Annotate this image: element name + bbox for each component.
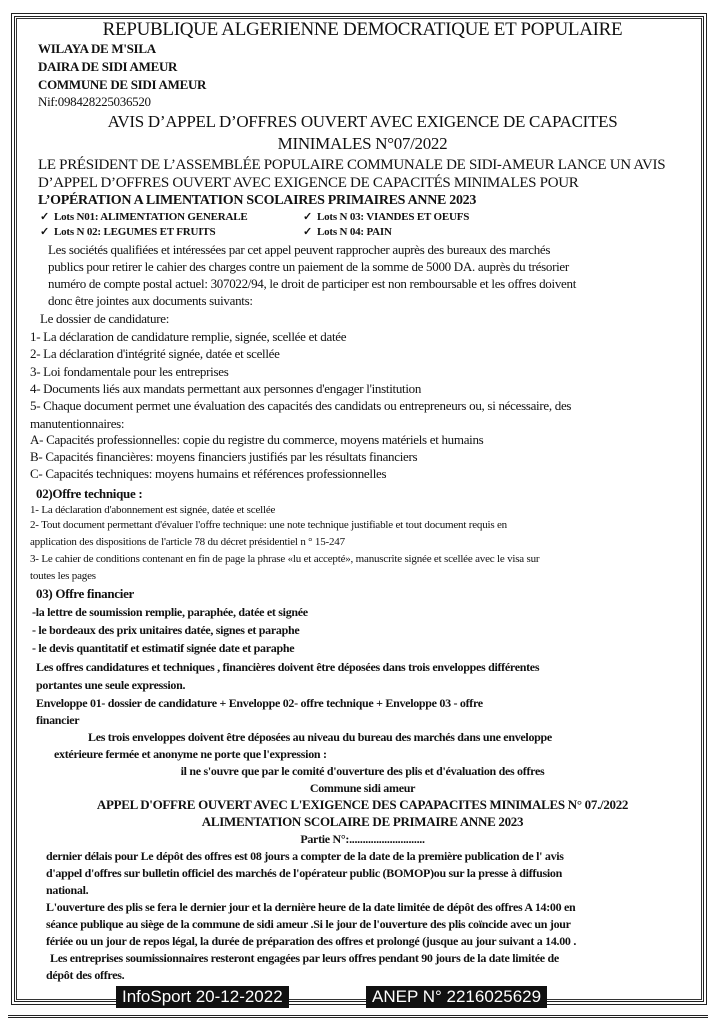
dossier-item: 5- Chaque document permet une évaluation des capacités des candidats ou entrepreneurs ou, si nécessaire, des <box>30 398 572 413</box>
paragraph-line: publics pour retirer le cahier des charges contre un paiement de la somme de 5000 DA. auprès du trésorier <box>48 259 569 274</box>
check-icon: ✓ <box>303 226 313 238</box>
envelopes-line: Les trois enveloppes doivent être déposées au niveau du bureau des marchés dans une enveloppe <box>88 730 552 744</box>
offre-technique-item: 3- Le cahier de conditions contenant en fin de page la phrase «lu et accepté», manuscrite signée et scellée avec le visa sur <box>30 553 540 565</box>
wilaya: WILAYA DE M'SILA <box>38 41 156 56</box>
lot-item <box>303 210 469 224</box>
offre-technique-item: 1- La déclaration d'abonnement est signée, datée et scellée <box>30 504 276 516</box>
publication-badge: InfoSport 20-12-2022 <box>116 986 289 1008</box>
dossier-item: 2- La déclaration d'intégrité signée, datée et scellée <box>30 346 280 361</box>
lot-item <box>40 210 248 224</box>
envelopes-line: Enveloppe 01- dossier de candidature + Enveloppe 02- offre technique + Enveloppe 03 - offre <box>36 696 483 710</box>
notice-title-line2: MINIMALES N°07/2022 <box>277 134 448 153</box>
intro-line: LE PRÉSIDENT DE L’ASSEMBLÉE POPULAIRE COMMUNALE DE SIDI-AMEUR LANCE UN AVIS <box>38 157 666 173</box>
closing-line: dernier délais pour Le dépôt des offres est 08 jours a compter de la date de la première publication de l' avis <box>46 849 564 863</box>
check-icon: ✓ <box>303 211 313 223</box>
closing-line: national. <box>46 883 89 897</box>
offre-technique-item: 2- Tout document permettant d'évaluer l'offre technique: une note technique justifiable et tout document requis en <box>30 519 507 531</box>
dossier-item: 3- Loi fondamentale pour les entreprises <box>30 364 229 379</box>
daira: DAIRA DE SIDI AMEUR <box>38 59 178 74</box>
expression-line: ALIMENTATION SCOLAIRE DE PRIMAIRE ANNE 2023 <box>201 814 524 829</box>
envelopes-line: portantes une seule expression. <box>36 678 186 692</box>
closing-line: séance publique au siège de la commune de sidi ameur .Si le jour de l'ouverture des plis coïncide avec un jour <box>46 917 571 931</box>
lot-label: Lots N 02: LEGUMES ET FRUITS <box>54 226 216 238</box>
envelopes-line: extérieure fermée et anonyme ne porte que l'expression : <box>54 747 327 761</box>
anep-badge: ANEP N° 2216025629 <box>366 986 547 1008</box>
expression-line: il ne s'ouvre que par le comité d'ouverture des plis et d'évaluation des offres <box>180 764 545 778</box>
offre-technique-item: toutes les pages <box>30 570 96 582</box>
dossier-item: manutentionnaires: <box>30 416 125 431</box>
next-notice-border <box>8 1015 708 1030</box>
expression-line: Partie N°:............................ <box>300 832 425 846</box>
lot-label: Lots N01: ALIMENTATION GENERALE <box>54 211 248 223</box>
intro-line: L’OPÉRATION A LIMENTATION SCOLAIRES PRIMAIRES ANNE 2023 <box>38 193 477 208</box>
closing-line: fériée ou un jour de repos légal, la durée de préparation des offres et prolongé (jusque au jour suivant a 14.00 . <box>46 934 577 948</box>
offre-technique-heading: 02)Offre technique : <box>36 486 143 501</box>
expression-line: Commune sidi ameur <box>309 781 416 795</box>
notice-title-line1: AVIS D’APPEL D’OFFRES OUVERT AVEC EXIGENCE DE CAPACITES <box>107 112 618 131</box>
dossier-item: 1- La déclaration de candidature remplie, signée, scellée et datée <box>30 329 347 344</box>
dossier-item: 4- Documents liés aux mandats permettant aux personnes d'engager l'institution <box>30 381 422 396</box>
closing-line: dépôt des offres. <box>46 968 125 982</box>
lot-item <box>40 225 215 239</box>
paragraph-line: donc être jointes aux documents suivants: <box>48 293 253 308</box>
dossier-item: C- Capacités techniques: moyens humains et références professionnelles <box>30 466 387 481</box>
offre-financier-heading: 03) Offre financier <box>36 586 135 601</box>
offre-financier-item: - le devis quantitatif et estimatif signée date et paraphe <box>32 641 295 655</box>
offre-financier-item: - le bordeaux des prix unitaires datée, signes et paraphe <box>32 623 300 637</box>
offre-financier-item: -la lettre de soumission remplie, paraphée, datée et signée <box>32 605 308 619</box>
lot-label: Lots N 03: VIANDES ET OEUFS <box>317 211 470 223</box>
offre-technique-item: application des dispositions de l'article 78 du décret présidentiel n ° 15-247 <box>30 536 345 548</box>
paragraph-line: numéro de compte postal actuel: 307022/94, le droit de participer est non remboursable et les offres doivent <box>48 276 577 291</box>
expression-line: APPEL D'OFFRE OUVERT AVEC L'EXIGENCE DES CAPAPACITES MINIMALES N° 07./2022 <box>96 797 629 812</box>
dossier-item: A- Capacités professionnelles: copie du registre du commerce, moyens matériels et humains <box>30 432 484 447</box>
envelopes-line: financier <box>36 713 80 727</box>
lot-label: Lots N 04: PAIN <box>317 226 392 238</box>
republic-heading: REPUBLIQUE ALGERIENNE DEMOCRATIQUE ET POPULAIRE <box>102 19 623 40</box>
check-icon: ✓ <box>40 226 50 238</box>
dossier-heading: Le dossier de candidature: <box>40 311 170 326</box>
paragraph-line: Les sociétés qualifiées et intéressées par cet appel peuvent rapprocher auprès des bureaux des marchés <box>48 242 551 257</box>
closing-line: d'appel d'offres sur bulletin officiel des marchés de l'opérateur public (BOMOP)ou sur la presse à diffusion <box>46 866 562 880</box>
closing-line: Les entreprises soumissionnaires resteront engagées par leurs offres pendant 90 jours de la date limitée de <box>50 951 559 965</box>
closing-line: L'ouverture des plis se fera le dernier jour et la dernière heure de la date limitée de dépôt des offres A 14:00 en <box>46 900 576 914</box>
nif: Nif:098428225036520 <box>38 94 151 109</box>
commune: COMMUNE DE SIDI AMEUR <box>38 77 207 92</box>
intro-line: D’APPEL D’OFFRES OUVERT AVEC EXIGENCE DE CAPACITÉS MINIMALES POUR <box>38 175 579 191</box>
envelopes-line: Les offres candidatures et techniques , financières doivent être déposées dans trois enveloppes différentes <box>36 660 540 674</box>
dossier-item: B- Capacités financières: moyens financiers justifiés par les résultats financiers <box>30 449 418 464</box>
lot-item <box>303 225 392 239</box>
check-icon: ✓ <box>40 211 50 223</box>
